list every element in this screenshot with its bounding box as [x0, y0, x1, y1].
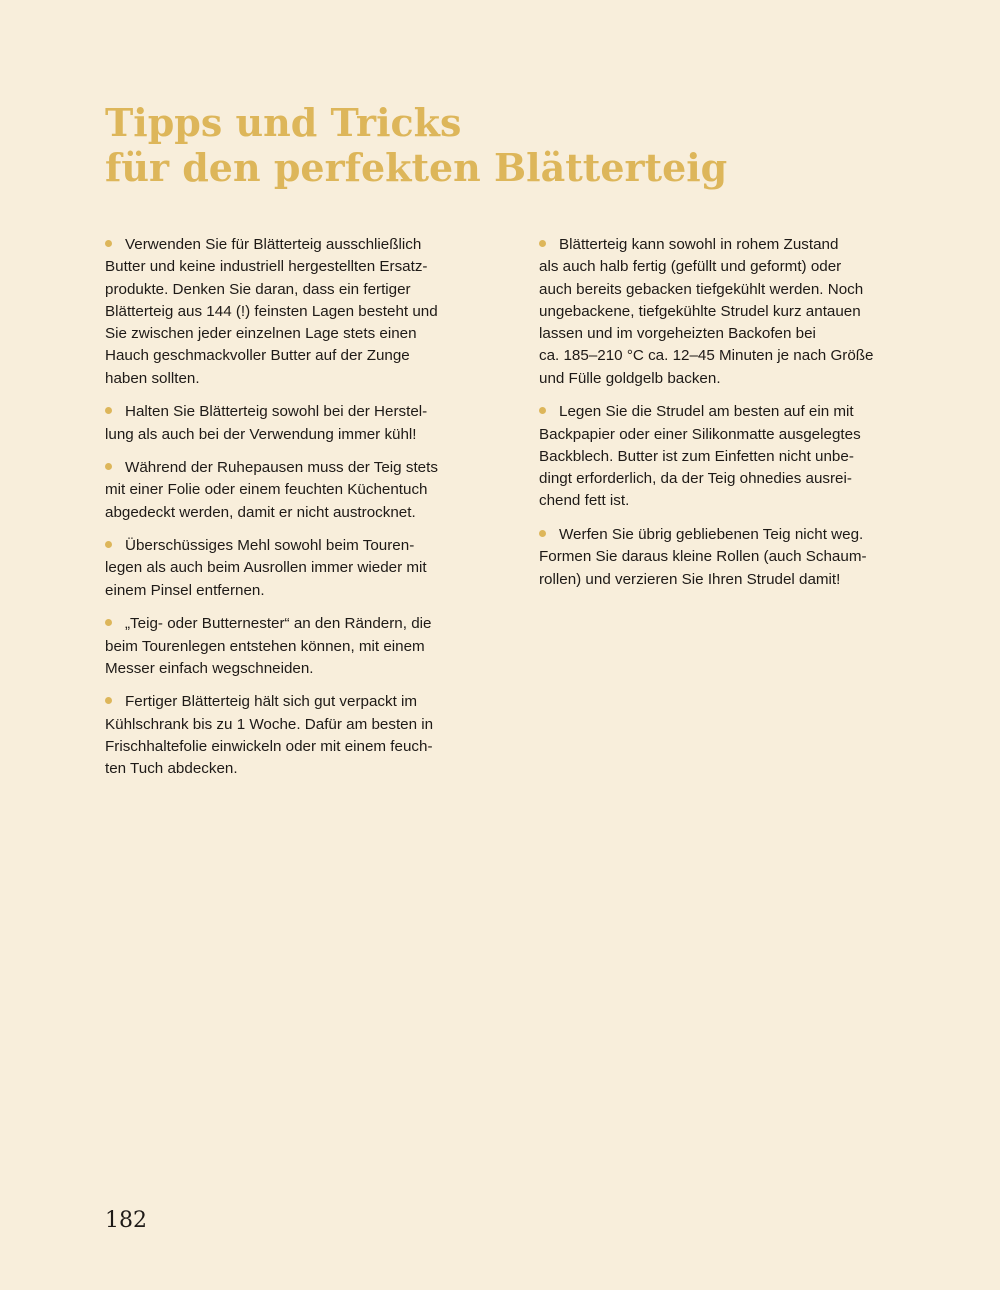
tip-line [105, 636, 467, 658]
tip-line [105, 535, 467, 557]
tip-line [105, 345, 467, 367]
tip-line [539, 524, 901, 546]
tip-line [105, 613, 467, 635]
tip-text: Butter und keine industriell hergestellten Ersatz- [105, 258, 428, 276]
tip-line [539, 256, 901, 278]
tip-item [105, 691, 467, 780]
tip-line [539, 424, 901, 446]
tip-line [539, 490, 901, 512]
tip-line [105, 758, 467, 780]
tip-line [105, 401, 467, 423]
title-line-1: Tipps und Tricks [105, 100, 462, 145]
right-column [539, 234, 901, 602]
tip-text: lung als auch bei der Verwendung immer kühl! [105, 425, 417, 443]
tip-text: auch bereits gebacken tiefgekühlt werden. Noch [539, 280, 864, 298]
tip-item [105, 535, 467, 602]
tip-line [105, 557, 467, 579]
tip-line [539, 234, 901, 256]
tip-text: Überschüssiges Mehl sowohl beim Touren- [125, 537, 415, 555]
title-line-2: für den perfekten Blätterteig [105, 145, 728, 190]
tip-text: Halten Sie Blätterteig sowohl bei der Herstel- [125, 403, 428, 421]
tip-text: Hauch geschmackvoller Butter auf der Zunge [105, 347, 410, 365]
tip-text: als auch halb fertig (gefüllt und geformt) oder [539, 258, 842, 276]
tip-text: mit einer Folie oder einem feuchten Küchentuch [105, 481, 428, 499]
tip-text: rollen) und verzieren Sie Ihren Strudel damit! [539, 570, 841, 588]
tip-item [105, 457, 467, 524]
bullet-icon [539, 407, 546, 414]
tip-line [105, 234, 467, 256]
tip-text: haben sollten. [105, 369, 200, 387]
tip-line [105, 256, 467, 278]
tip-text: Frischhaltefolie einwickeln oder mit einem feuch- [105, 737, 433, 755]
tip-item [539, 234, 901, 390]
bullet-icon [539, 240, 546, 247]
tip-item [105, 401, 467, 446]
tip-line [105, 301, 467, 323]
tip-text: Fertiger Blätterteig hält sich gut verpackt im [125, 693, 418, 711]
tip-line [105, 502, 467, 524]
tip-text: Backpapier oder einer Silikonmatte ausgelegtes [539, 425, 861, 443]
tip-text: einem Pinsel entfernen. [105, 581, 265, 599]
tip-text: Blätterteig kann sowohl in rohem Zustand [559, 236, 839, 253]
page-title [105, 100, 727, 190]
tip-line [105, 736, 467, 758]
tip-line [539, 401, 901, 423]
bullet-icon [105, 463, 112, 470]
tip-line [539, 279, 901, 301]
tip-item [539, 401, 901, 512]
tip-line [539, 546, 901, 568]
tip-line [539, 468, 901, 490]
tip-text: Messer einfach wegschneiden. [105, 659, 314, 677]
tip-text: Verwenden Sie für Blätterteig ausschließlich [125, 236, 422, 253]
tip-line [105, 691, 467, 713]
tip-line [105, 580, 467, 602]
tip-line [105, 714, 467, 736]
tip-text: ungebackene, tiefgekühlte Strudel kurz antauen [539, 302, 861, 320]
tip-line [105, 323, 467, 345]
tip-text: legen als auch beim Ausrollen immer wieder mit [105, 559, 427, 577]
tip-text: und Fülle goldgelb backen. [539, 369, 721, 387]
tip-line [539, 345, 901, 367]
tip-text: Kühlschrank bis zu 1 Woche. Dafür am besten in [105, 715, 434, 733]
tip-line [105, 658, 467, 680]
tip-line [105, 368, 467, 390]
tip-text: Blätterteig aus 144 (!) feinsten Lagen besteht und [105, 302, 438, 320]
tip-text: Formen Sie daraus kleine Rollen (auch Schaum- [539, 548, 867, 566]
tip-text: lassen und im vorgeheizten Backofen bei [539, 325, 816, 343]
tip-item [539, 524, 901, 591]
tip-text: „Teig- oder Butternester“ an den Rändern, die [125, 615, 432, 633]
tip-line [539, 446, 901, 468]
tip-line [105, 479, 467, 501]
tip-line [105, 279, 467, 301]
bullet-icon [105, 541, 112, 548]
tip-text: abgedeckt werden, damit er nicht austrocknet. [105, 503, 416, 521]
tip-line [539, 301, 901, 323]
tip-line [105, 424, 467, 446]
tip-item [105, 613, 467, 680]
left-column [105, 234, 467, 792]
page-number: 182 [105, 1208, 147, 1233]
bullet-icon [105, 240, 112, 247]
bullet-icon [105, 619, 112, 626]
tip-line [539, 323, 901, 345]
tip-line [105, 457, 467, 479]
tip-text: Werfen Sie übrig gebliebenen Teig nicht weg. [559, 525, 864, 543]
tip-text: produkte. Denken Sie daran, dass ein fertiger [105, 280, 411, 298]
tip-line [539, 368, 901, 390]
tip-line [539, 569, 901, 591]
tip-item [105, 234, 467, 390]
bullet-icon [105, 697, 112, 704]
tip-text: Sie zwischen jeder einzelnen Lage stets einen [105, 325, 417, 343]
tip-text: Legen Sie die Strudel am besten auf ein mit [559, 403, 854, 421]
bullet-icon [539, 530, 546, 537]
tip-text: chend fett ist. [539, 492, 630, 510]
tip-text: ten Tuch abdecken. [105, 760, 238, 778]
tip-text: Backblech. Butter ist zum Einfetten nicht unbe- [539, 447, 854, 465]
tip-text: dingt erforderlich, da der Teig ohnedies ausrei- [539, 470, 852, 488]
tip-text: beim Tourenlegen entstehen können, mit einem [105, 637, 425, 655]
tip-text: Während der Ruhepausen muss der Teig stets [125, 459, 438, 477]
tip-text: ca. 185–210 °C ca. 12–45 Minuten je nach Größe [539, 347, 874, 365]
bullet-icon [105, 407, 112, 414]
